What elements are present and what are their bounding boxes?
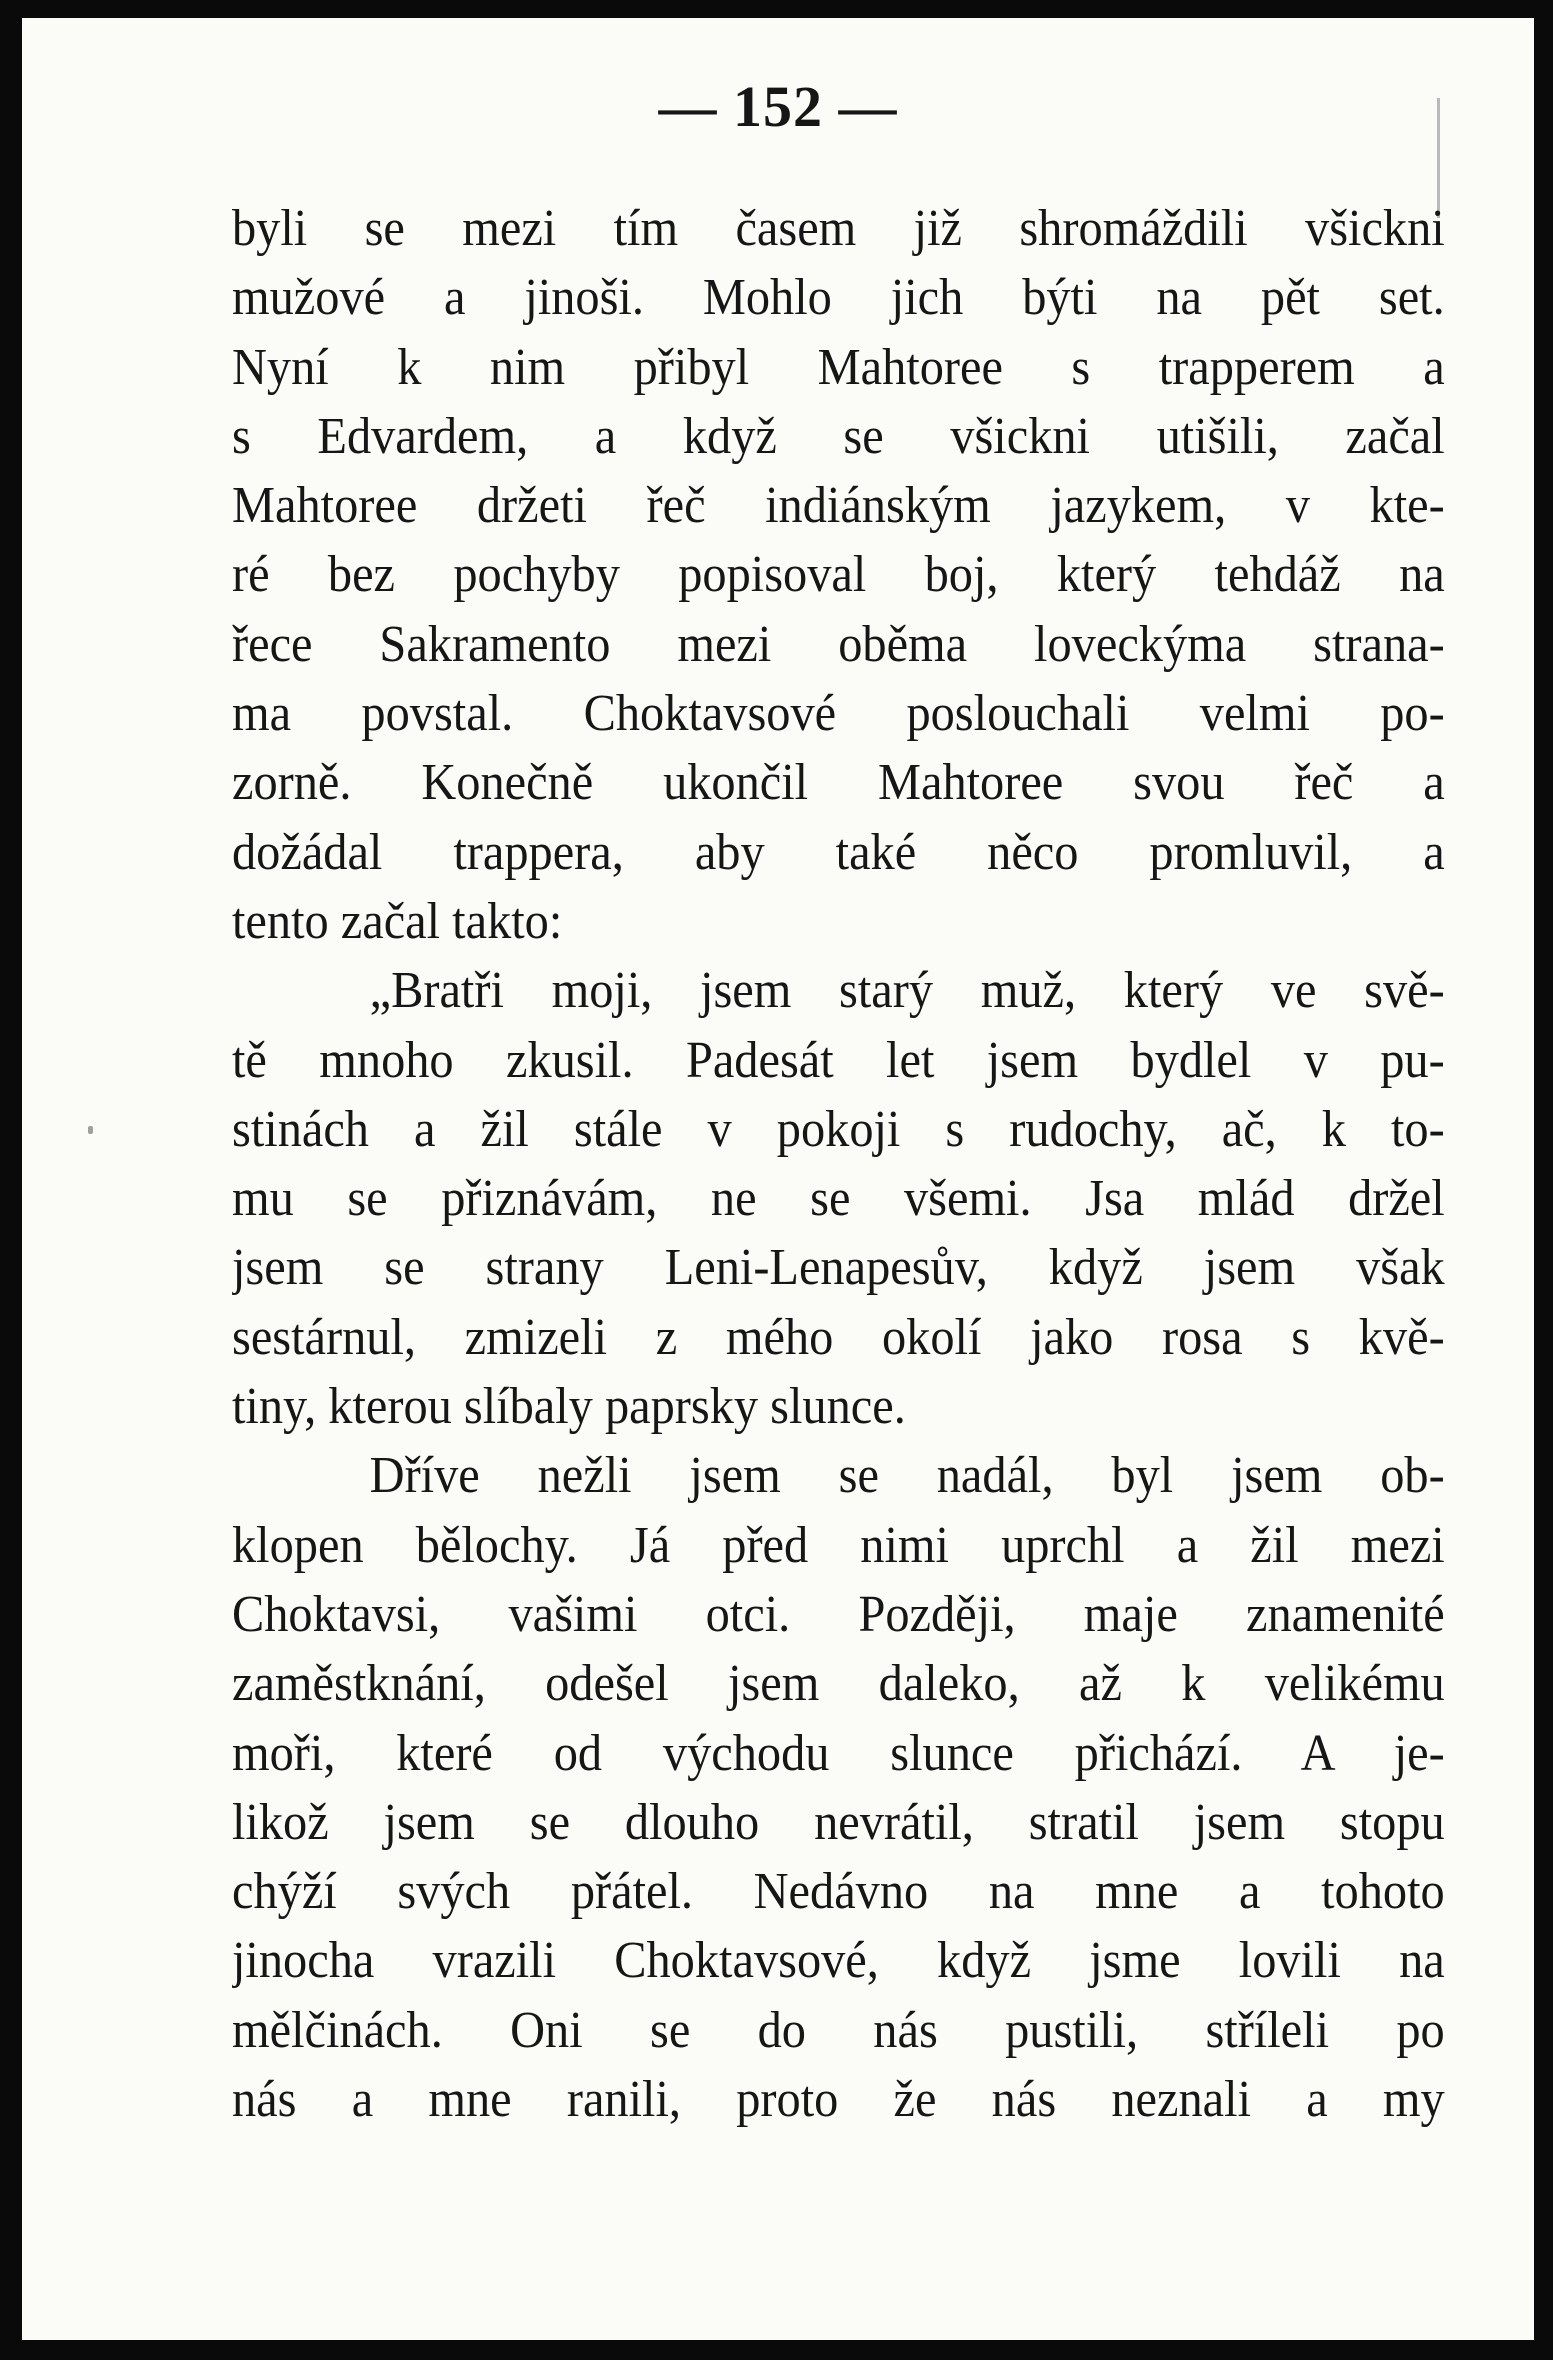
text-line: moři, které od východu slunce přichází. A je- [232, 1724, 1445, 1782]
text-line: ré bez pochyby popisoval boj, který tehdáž na [232, 546, 1445, 604]
text-line: tiny, kterou slíbaly paprsky slunce. [232, 1378, 906, 1436]
text-line: chýží svých přátel. Nedávno na mne a tohoto [232, 1863, 1445, 1921]
text-line: byli se mezi tím časem již shromáždili všickni [232, 200, 1445, 257]
text-line: jsem se strany Leni-Lenapesův, když jsem však [232, 1239, 1445, 1297]
text-line: tě mnoho zkusil. Padesát let jsem bydlel v pu- [232, 1031, 1445, 1089]
text-line: jinocha vrazili Choktavsové, když jsme lovili na [232, 1932, 1445, 1990]
book-page [22, 18, 1534, 2340]
text-line: zorně. Konečně ukončil Mahtoree svou řeč a [232, 754, 1445, 812]
text-line: řece Sakramento mezi oběma loveckýma strana- [232, 615, 1445, 673]
text-line: Nyní k nim přibyl Mahtoree s trapperem a [232, 338, 1445, 396]
text-line: ma povstal. Choktavsové poslouchali velmi po- [232, 685, 1445, 743]
text-line: nás a mne ranili, proto že nás neznali a my [232, 2071, 1445, 2129]
text-line: Choktavsi, vašimi otci. Později, maje znamenité [232, 1585, 1445, 1643]
body-text [232, 194, 1445, 2134]
text-line: sestárnul, zmizeli z mého okolí jako rosa s kvě- [232, 1308, 1445, 1366]
text-line: stinách a žil stále v pokoji s rudochy, ač, k to- [232, 1100, 1445, 1158]
text-line: „Bratři moji, jsem starý muž, který ve svě- [369, 962, 1445, 1020]
text-line: Mahtoree držeti řeč indiánským jazykem, v kte- [232, 477, 1445, 535]
text-line: mužové a jinoši. Mohlo jich býti na pět set. [232, 269, 1445, 327]
page-number: — 152 — [658, 74, 898, 139]
text-line: likož jsem se dlouho nevrátil, stratil jsem stopu [232, 1793, 1445, 1851]
text-line: dožádal trappera, aby také něco promluvil, a [232, 823, 1445, 881]
ink-speck [88, 1126, 93, 1134]
text-line: s Edvardem, a když se všickni utišili, začal [232, 407, 1445, 465]
text-line: mělčinách. Oni se do nás pustili, stříleli po [232, 2001, 1445, 2059]
text-line: zaměstknání, odešel jsem daleko, až k velikému [232, 1655, 1445, 1713]
text-line: mu se přiznávám, ne se všemi. Jsa mlád držel [232, 1170, 1445, 1228]
text-line: klopen bělochy. Já před nimi uprchl a žil mezi [232, 1516, 1445, 1574]
text-line: tento začal takto: [232, 892, 563, 950]
text-line: Dříve nežli jsem se nadál, byl jsem ob- [369, 1447, 1445, 1505]
